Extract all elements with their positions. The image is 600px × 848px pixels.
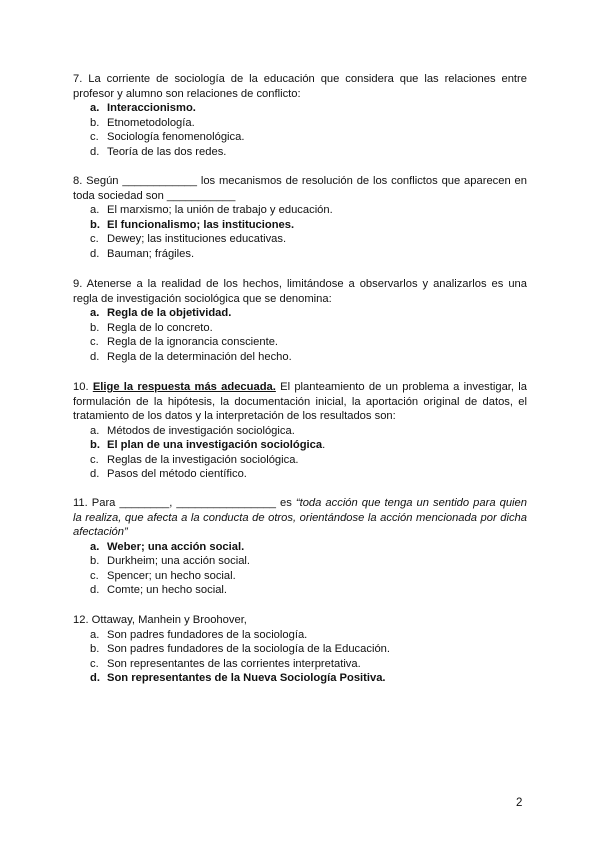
options-list: [73, 424, 527, 482]
emphasis-instruction: Elige la respuesta más adecuada.: [92, 381, 276, 393]
option-c: c. Spencer; un hecho social.: [90, 569, 236, 582]
question-stem: 12. Ottaway, Manhein y Broohover,: [73, 614, 247, 626]
option-c: c. Sociología fenomenológica.: [90, 131, 245, 144]
question-7: [73, 72, 527, 159]
question-10: [73, 380, 527, 482]
option-c: c. Reglas de la investigación sociológica.: [90, 453, 299, 466]
option-b: b. Durkheim; una acción social.: [90, 555, 251, 568]
question-stem: 8. Según ____________ los mecanismos de resolución de los conflictos que aparecen en toda sociedad son ___________: [73, 175, 527, 202]
option-c: c. Regla de la ignorancia consciente.: [90, 336, 279, 349]
option-a: a. El marxismo; la unión de trabajo y educación.: [90, 204, 333, 216]
options-list: [73, 101, 527, 159]
quoted-definition: “toda acción que tenga un sentido para quien la realiza, que afecta a la conducta de otros, orientándose la acción mencionada por dicha afectación”: [73, 497, 527, 538]
page-number: 2: [516, 797, 523, 809]
option-c: c. Son representantes de las corrientes interpretativa.: [90, 657, 361, 670]
option-a: a. Weber; una acción social.: [90, 540, 245, 553]
option-a: a. Interaccionismo.: [90, 102, 196, 114]
option-a: a. Regla de la objetividad.: [90, 307, 232, 319]
option-c: c. Dewey; las instituciones educativas.: [90, 233, 287, 246]
options-list: [73, 540, 527, 598]
option-b: b. El plan de una investigación sociológica.: [90, 439, 326, 452]
question-11: [73, 496, 527, 598]
question-9: [73, 277, 527, 364]
option-a: a. Métodos de investigación sociológica.: [90, 424, 295, 437]
option-d: d. Bauman; frágiles.: [90, 247, 195, 260]
options-list: [73, 628, 527, 686]
option-d: d. Regla de la determinación del hecho.: [90, 350, 292, 363]
option-d: d. Teoría de las dos redes.: [90, 145, 227, 158]
question-stem: 7. La corriente de sociología de la educación que considera que las relaciones entre profesor y alumno son relaciones de conflicto:: [73, 73, 527, 100]
option-b: b. Son padres fundadores de la sociología de la Educación.: [90, 643, 390, 656]
options-list: [73, 203, 527, 261]
option-d: d. Comte; un hecho social.: [90, 584, 228, 597]
option-b: b. El funcionalismo; las instituciones.: [90, 218, 295, 231]
question-8: [73, 174, 527, 261]
question-stem: 9. Atenerse a la realidad de los hechos, limitándose a observarlos y analizarlos es una regla de investigación sociológica que se denomina:: [73, 278, 527, 305]
question-stem: 11. Para ________, ________________ es “toda acción que tenga un sentido para quien la realiza, que afecta a la conducta de otros, orientándose la acción mencionada por dicha afectación”: [73, 497, 527, 538]
question-stem: 10. Elige la respuesta más adecuada. El planteamiento de un problema a investigar, la formulación de la hipótesis, la documentación inicial, la aportación original de datos, el tratamiento de los datos y la interpretación de los resultados son:: [73, 381, 527, 422]
options-list: [73, 306, 527, 364]
option-d: d. Son representantes de la Nueva Sociología Positiva.: [90, 672, 386, 685]
option-b: b. Etnometodología.: [90, 116, 195, 129]
option-b: b. Regla de lo concreto.: [90, 321, 213, 334]
question-12: [73, 613, 527, 686]
option-d: d. Pasos del método científico.: [90, 468, 247, 481]
option-a: a. Son padres fundadores de la sociología.: [90, 628, 308, 641]
